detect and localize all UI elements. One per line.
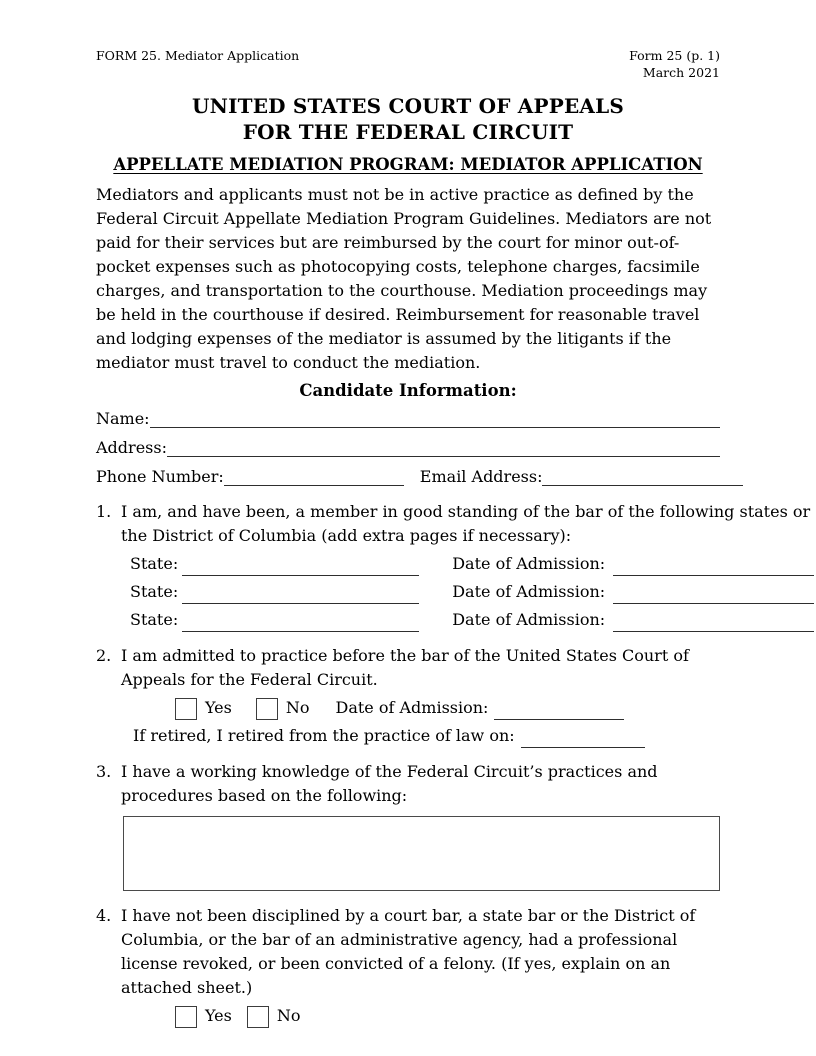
q2-admission-label: Date of Admission: bbox=[335, 698, 489, 717]
q4-yes-checkbox[interactable] bbox=[175, 1006, 197, 1028]
candidate-info-heading: Candidate Information: bbox=[299, 381, 517, 400]
phone-label: Phone Number: bbox=[96, 467, 224, 486]
address-row bbox=[96, 431, 720, 457]
phone-input[interactable] bbox=[224, 463, 404, 486]
question-4 bbox=[96, 904, 720, 1028]
question-3-number: 3. bbox=[96, 762, 112, 781]
doc-header bbox=[96, 48, 720, 81]
question-4-text: I have not been disciplined by a court bar, a state bar or the District of Columbia, or the bar of an administrative agency, had a professional license revoked, or been convicted of a felony. (If yes, explain on an attached sheet.) bbox=[121, 906, 696, 997]
question-2-text: I am admitted to practice before the bar of the United States Court of Appeals for the Federal Circuit. bbox=[121, 646, 689, 689]
name-row bbox=[96, 402, 720, 428]
question-4-number: 4. bbox=[96, 906, 112, 925]
header-form-meta bbox=[629, 48, 720, 81]
email-input[interactable] bbox=[542, 463, 743, 486]
state-label-1: State: bbox=[130, 554, 179, 573]
q2-admission-date-input[interactable] bbox=[494, 697, 624, 720]
question-1-text: I am, and have been, a member in good standing of the bar of the following states or the District of Columbia (add extra pages if necessary): bbox=[121, 502, 811, 545]
admission-date-input-2[interactable] bbox=[613, 581, 814, 604]
q2-no-label: No bbox=[285, 698, 310, 717]
q2-yes-label: Yes bbox=[205, 698, 232, 717]
admission-date-input-3[interactable] bbox=[613, 609, 814, 632]
state-row-2 bbox=[130, 577, 814, 604]
admission-label-1: Date of Admission: bbox=[452, 554, 606, 573]
q2-retired-label: If retired, I retired from the practice of law on: bbox=[133, 726, 515, 745]
phone-email-row bbox=[96, 460, 720, 486]
q3-details-textarea[interactable] bbox=[123, 816, 720, 891]
state-input-3[interactable] bbox=[182, 609, 419, 632]
admission-label-2: Date of Admission: bbox=[452, 582, 606, 601]
question-4-answer-row bbox=[175, 1004, 720, 1028]
header-form-name: FORM 25. Mediator Application bbox=[96, 48, 300, 63]
question-3-text: I have a working knowledge of the Federal Circuit’s practices and procedures based on the following: bbox=[121, 762, 658, 805]
state-label-3: State: bbox=[130, 610, 179, 629]
q4-no-checkbox[interactable] bbox=[247, 1006, 269, 1028]
header-form-number: Form 25 (p. 1) bbox=[629, 48, 720, 63]
question-1-number: 1. bbox=[96, 502, 112, 521]
q2-yes-checkbox[interactable] bbox=[175, 698, 197, 720]
state-label-2: State: bbox=[130, 582, 179, 601]
name-input[interactable] bbox=[150, 405, 720, 428]
q4-yes-label: Yes bbox=[205, 1006, 232, 1025]
header-form-date: March 2021 bbox=[642, 64, 720, 80]
q2-no-checkbox[interactable] bbox=[256, 698, 278, 720]
page-title-line1: UNITED STATES COURT OF APPEALS bbox=[191, 94, 625, 118]
question-2-answer-row bbox=[175, 696, 720, 720]
page-title bbox=[96, 93, 720, 145]
admission-date-input-1[interactable] bbox=[613, 553, 814, 576]
state-row-3 bbox=[130, 605, 814, 632]
address-label: Address: bbox=[96, 438, 167, 457]
page-title-line2: FOR THE FEDERAL CIRCUIT bbox=[242, 120, 574, 144]
q4-no-label: No bbox=[276, 1006, 301, 1025]
question-2-number: 2. bbox=[96, 646, 112, 665]
question-2 bbox=[96, 644, 720, 748]
name-label: Name: bbox=[96, 409, 150, 428]
email-label: Email Address: bbox=[419, 467, 543, 486]
form-subtitle: APPELLATE MEDIATION PROGRAM: MEDIATOR APPLICATION bbox=[113, 155, 703, 174]
admission-label-3: Date of Admission: bbox=[452, 610, 606, 629]
address-input[interactable] bbox=[167, 434, 720, 457]
question-3 bbox=[96, 760, 720, 891]
question-2-retired-row bbox=[133, 724, 720, 748]
question-1 bbox=[96, 500, 811, 632]
state-input-2[interactable] bbox=[182, 581, 419, 604]
q2-retired-date-input[interactable] bbox=[521, 725, 645, 748]
state-input-1[interactable] bbox=[182, 553, 419, 576]
state-row-1 bbox=[130, 549, 814, 576]
intro-paragraph: Mediators and applicants must not be in active practice as defined by the Federal Circuit Appellate Mediation Program Guidelines. Mediators are not paid for their services but are reimbursed by the court for minor out-of-pocket expenses such as photocopying costs, telephone charges, facsimile charges, and transportation to the courthouse. Mediation proceedings may be held in the courthouse if desired. Reimbursement for reasonable travel and lodging expenses of the mediator is assumed by the litigants if the mediator must travel to conduct the mediation. bbox=[96, 185, 712, 372]
